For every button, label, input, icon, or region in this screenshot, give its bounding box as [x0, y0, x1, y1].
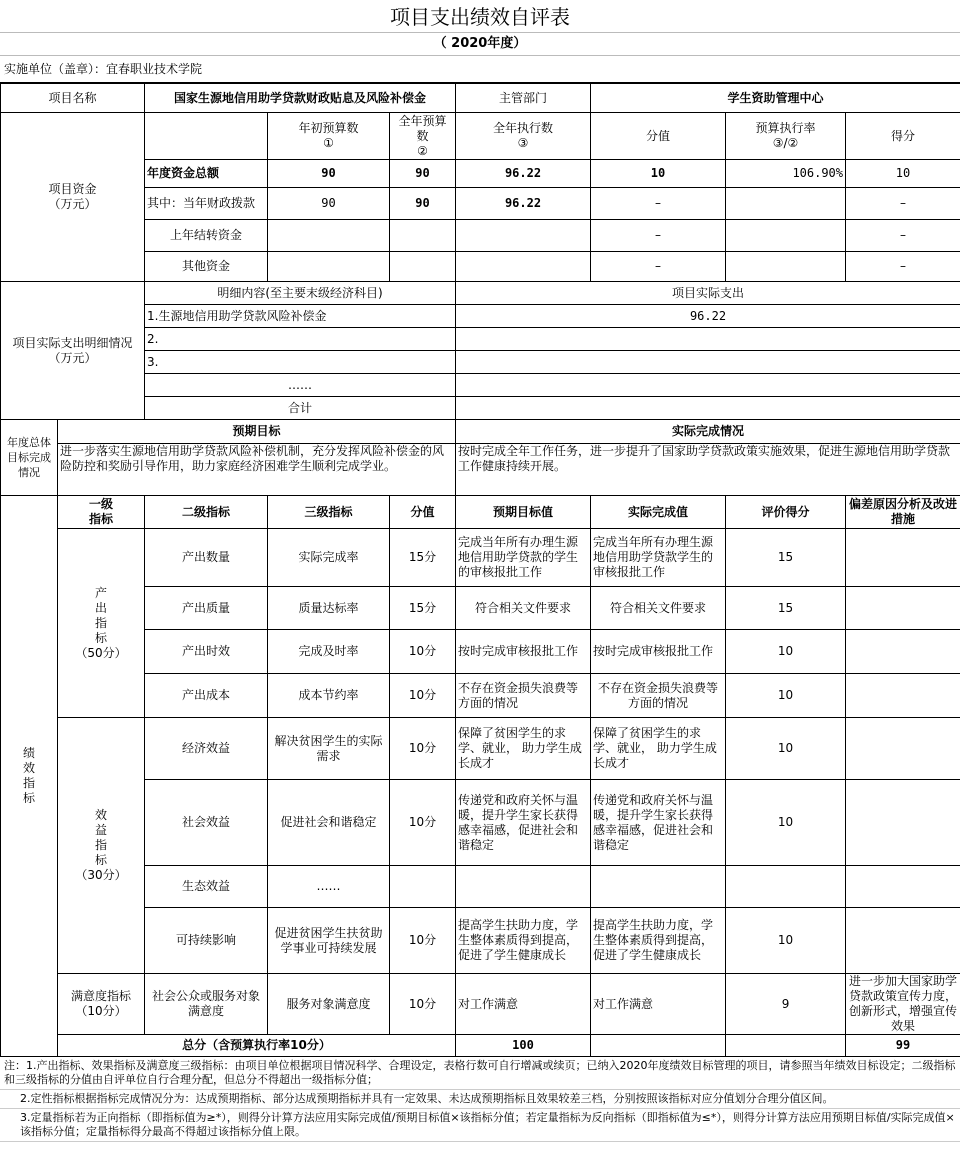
perf-label: 绩 效 指 标	[1, 496, 58, 1057]
evaluation-table	[0, 83, 960, 1057]
perf-group-output: 产 出 指 标 （50分）	[58, 529, 145, 718]
detail-amount	[456, 374, 960, 397]
perf-actual: 传递党和政府关怀与温暖，提升学生家长获得感幸福感，促进社会和谐稳定	[591, 780, 726, 866]
perf-target: 提高学生扶助力度，学生整体素质得到提高，促进了学生健康成长	[456, 908, 591, 974]
perf-note: 进一步加大国家助学贷款政策宣传力度，创新形式，增强宣传效果	[846, 974, 960, 1035]
funds-executed: 96.22	[456, 188, 591, 220]
perf-actual	[591, 866, 726, 908]
perf-l2: 产出成本	[145, 674, 268, 718]
perf-note	[846, 780, 960, 866]
funds-col-blank	[145, 113, 268, 160]
funds-weight: –	[591, 252, 726, 282]
funds-row-name: 其中：当年财政拨款	[145, 188, 268, 220]
funds-annual: 90	[390, 160, 456, 188]
perf-target: 保障了贫困学生的求学、就业， 助力学生成长成才	[456, 718, 591, 780]
detail-total: 合计	[145, 397, 456, 420]
perf-score	[726, 866, 846, 908]
total-blank-b	[726, 1035, 846, 1057]
funds-col-weight: 分值	[591, 113, 726, 160]
perf-note	[846, 718, 960, 780]
funds-col-score: 得分	[846, 113, 960, 160]
funds-score: 10	[846, 160, 960, 188]
detail-label: 项目实际支出明细情况 （万元）	[1, 282, 145, 420]
detail-amount	[456, 351, 960, 374]
funds-weight: –	[591, 220, 726, 252]
funds-weight: 10	[591, 160, 726, 188]
perf-note	[846, 674, 960, 718]
funds-col-rate: 预算执行率 ③/②	[726, 113, 846, 160]
perf-l2: 社会效益	[145, 780, 268, 866]
perf-note	[846, 529, 960, 587]
detail-item: 1.生源地信用助学贷款风险补偿金	[145, 305, 456, 328]
perf-actual: 保障了贫困学生的求学、就业， 助力学生成长成才	[591, 718, 726, 780]
funds-col-annual: 全年预算 数 ②	[390, 113, 456, 160]
perf-weight: 10分	[390, 780, 456, 866]
perf-weight: 15分	[390, 587, 456, 630]
perf-note	[846, 630, 960, 674]
perf-target	[456, 866, 591, 908]
goals-actual-label: 实际完成情况	[456, 420, 960, 444]
perf-weight: 10分	[390, 718, 456, 780]
funds-annual: 90	[390, 188, 456, 220]
perf-l3: ……	[268, 866, 390, 908]
perf-l3: 促进社会和谐稳定	[268, 780, 390, 866]
perf-l2: 社会公众或服务对象满意度	[145, 974, 268, 1035]
perf-target: 符合相关文件要求	[456, 587, 591, 630]
perf-l2: 产出数量	[145, 529, 268, 587]
perf-weight: 10分	[390, 674, 456, 718]
perf-weight: 10分	[390, 974, 456, 1035]
perf-col-target: 预期目标值	[456, 496, 591, 529]
perf-target: 传递党和政府关怀与温暖，提升学生家长获得感幸福感，促进社会和谐稳定	[456, 780, 591, 866]
perf-col-l3: 三级指标	[268, 496, 390, 529]
perf-actual: 不存在资金损失浪费等方面的情况	[591, 674, 726, 718]
perf-note	[846, 908, 960, 974]
detail-amount	[456, 328, 960, 351]
funds-executed	[456, 220, 591, 252]
funds-initial: 90	[268, 160, 390, 188]
perf-l2: 产出质量	[145, 587, 268, 630]
funds-rate	[726, 188, 846, 220]
perf-l2: 可持续影响	[145, 908, 268, 974]
funds-executed: 96.22	[456, 160, 591, 188]
perf-target: 完成当年所有办理生源地信用助学贷款的学生的审核报批工作	[456, 529, 591, 587]
perf-actual: 提高学生扶助力度，学生整体素质得到提高，促进了学生健康成长	[591, 908, 726, 974]
footnotes	[0, 1057, 960, 1142]
funds-label: 项目资金 （万元）	[1, 113, 145, 282]
perf-target: 对工作满意	[456, 974, 591, 1035]
perf-col-score: 评价得分	[726, 496, 846, 529]
funds-rate: 106.90%	[726, 160, 846, 188]
footnote: 2.定性指标根据指标完成情况分为：达成预期指标、部分达成预期指标并具有一定效果、未达成预期指标且效果较差三档，分别按照该指标对应分值划分合理分值区间。	[0, 1090, 960, 1109]
total-score: 99	[846, 1035, 960, 1057]
perf-weight: 10分	[390, 630, 456, 674]
funds-row-name: 上年结转资金	[145, 220, 268, 252]
funds-row-name: 年度资金总额	[145, 160, 268, 188]
detail-amount: 96.22	[456, 305, 960, 328]
funds-col-executed: 全年执行数 ③	[456, 113, 591, 160]
project-name-label: 项目名称	[1, 84, 145, 113]
funds-initial: 90	[268, 188, 390, 220]
perf-l3: 质量达标率	[268, 587, 390, 630]
goals-expected: 进一步落实生源地信用助学贷款风险补偿机制，充分发挥风险补偿金的风险防控和奖励引导作用，助力家庭经济困难学生顺利完成学业。	[58, 444, 456, 496]
perf-note	[846, 866, 960, 908]
detail-item: 3.	[145, 351, 456, 374]
perf-score: 10	[726, 630, 846, 674]
perf-score: 10	[726, 780, 846, 866]
perf-actual: 按时完成审核报批工作	[591, 630, 726, 674]
perf-score: 15	[726, 587, 846, 630]
perf-l3: 解决贫困学生的实际需求	[268, 718, 390, 780]
perf-weight: 10分	[390, 908, 456, 974]
perf-group-benefit: 效 益 指 标 （30分）	[58, 718, 145, 974]
funds-rate	[726, 252, 846, 282]
detail-col-amount: 项目实际支出	[456, 282, 960, 305]
perf-l2: 生态效益	[145, 866, 268, 908]
perf-l2: 产出时效	[145, 630, 268, 674]
goals-expected-label: 预期目标	[58, 420, 456, 444]
page-title: 项目支出绩效自评表	[0, 0, 960, 33]
total-weight: 100	[456, 1035, 591, 1057]
footnote: 3.定量指标若为正向指标（即指标值为≥*），则得分计算方法应用实际完成值/预期目标值×该指标分值；若定量指标为反向指标（即指标值为≤*），则得分计算方法应用预期目标值/实际完成值×该指标分值；定量指标得分最高不得超过该指标分值上限。	[0, 1109, 960, 1142]
footnote: 注：1.产出指标、效果指标及满意度三级指标：由项目单位根据项目情况科学、合理设定，表格行数可自行增减或续页；已纳入2020年度绩效目标管理的项目，请参照当年绩效目标设定；二级指标和三级指标的分值由自评单位自行合理分配，但总分不得超出一级指标分值；	[0, 1057, 960, 1090]
goals-label: 年度总体 目标完成 情况	[1, 420, 58, 496]
perf-score: 15	[726, 529, 846, 587]
funds-initial	[268, 252, 390, 282]
total-label: 总分（含预算执行率10分）	[58, 1035, 456, 1057]
detail-col-items: 明细内容(至主要末级经济科目)	[145, 282, 456, 305]
unit-line: 实施单位（盖章）：宜春职业技术学院	[0, 56, 960, 83]
funds-initial	[268, 220, 390, 252]
funds-rate	[726, 220, 846, 252]
total-blank-a	[591, 1035, 726, 1057]
funds-score: –	[846, 220, 960, 252]
funds-executed	[456, 252, 591, 282]
detail-item: 2.	[145, 328, 456, 351]
perf-l3: 成本节约率	[268, 674, 390, 718]
perf-weight: 15分	[390, 529, 456, 587]
perf-l3: 服务对象满意度	[268, 974, 390, 1035]
funds-annual	[390, 220, 456, 252]
perf-score: 10	[726, 908, 846, 974]
perf-score: 9	[726, 974, 846, 1035]
goals-actual: 按时完成全年工作任务，进一步提升了国家助学贷款政策实施效果，促进生源地信用助学贷款工作健康持续开展。	[456, 444, 960, 496]
perf-l3: 实际完成率	[268, 529, 390, 587]
perf-l3: 促进贫困学生扶贫助学事业可持续发展	[268, 908, 390, 974]
project-name: 国家生源地信用助学贷款财政贴息及风险补偿金	[145, 84, 456, 113]
detail-item: ……	[145, 374, 456, 397]
funds-weight: –	[591, 188, 726, 220]
perf-target: 按时完成审核报批工作	[456, 630, 591, 674]
funds-row-name: 其他资金	[145, 252, 268, 282]
dept-label: 主管部门	[456, 84, 591, 113]
perf-score: 10	[726, 718, 846, 780]
perf-target: 不存在资金损失浪费等方面的情况	[456, 674, 591, 718]
perf-col-l1: 一级 指标	[58, 496, 145, 529]
funds-annual	[390, 252, 456, 282]
funds-col-initial: 年初预算数 ①	[268, 113, 390, 160]
perf-note	[846, 587, 960, 630]
perf-l2: 经济效益	[145, 718, 268, 780]
year-subtitle: （ 2020年度）	[0, 33, 960, 56]
perf-group-satisfaction: 满意度指标 （10分）	[58, 974, 145, 1035]
funds-score: –	[846, 188, 960, 220]
perf-actual: 完成当年所有办理生源地信用助学贷款学生的审核报批工作	[591, 529, 726, 587]
perf-actual: 符合相关文件要求	[591, 587, 726, 630]
perf-col-note: 偏差原因分析及改进措施	[846, 496, 960, 529]
perf-col-l2: 二级指标	[145, 496, 268, 529]
perf-l3: 完成及时率	[268, 630, 390, 674]
perf-score: 10	[726, 674, 846, 718]
perf-weight	[390, 866, 456, 908]
detail-total-amount	[456, 397, 960, 420]
perf-actual: 对工作满意	[591, 974, 726, 1035]
funds-score: –	[846, 252, 960, 282]
dept-name: 学生资助管理中心	[591, 84, 960, 113]
perf-col-weight: 分值	[390, 496, 456, 529]
perf-col-actual: 实际完成值	[591, 496, 726, 529]
